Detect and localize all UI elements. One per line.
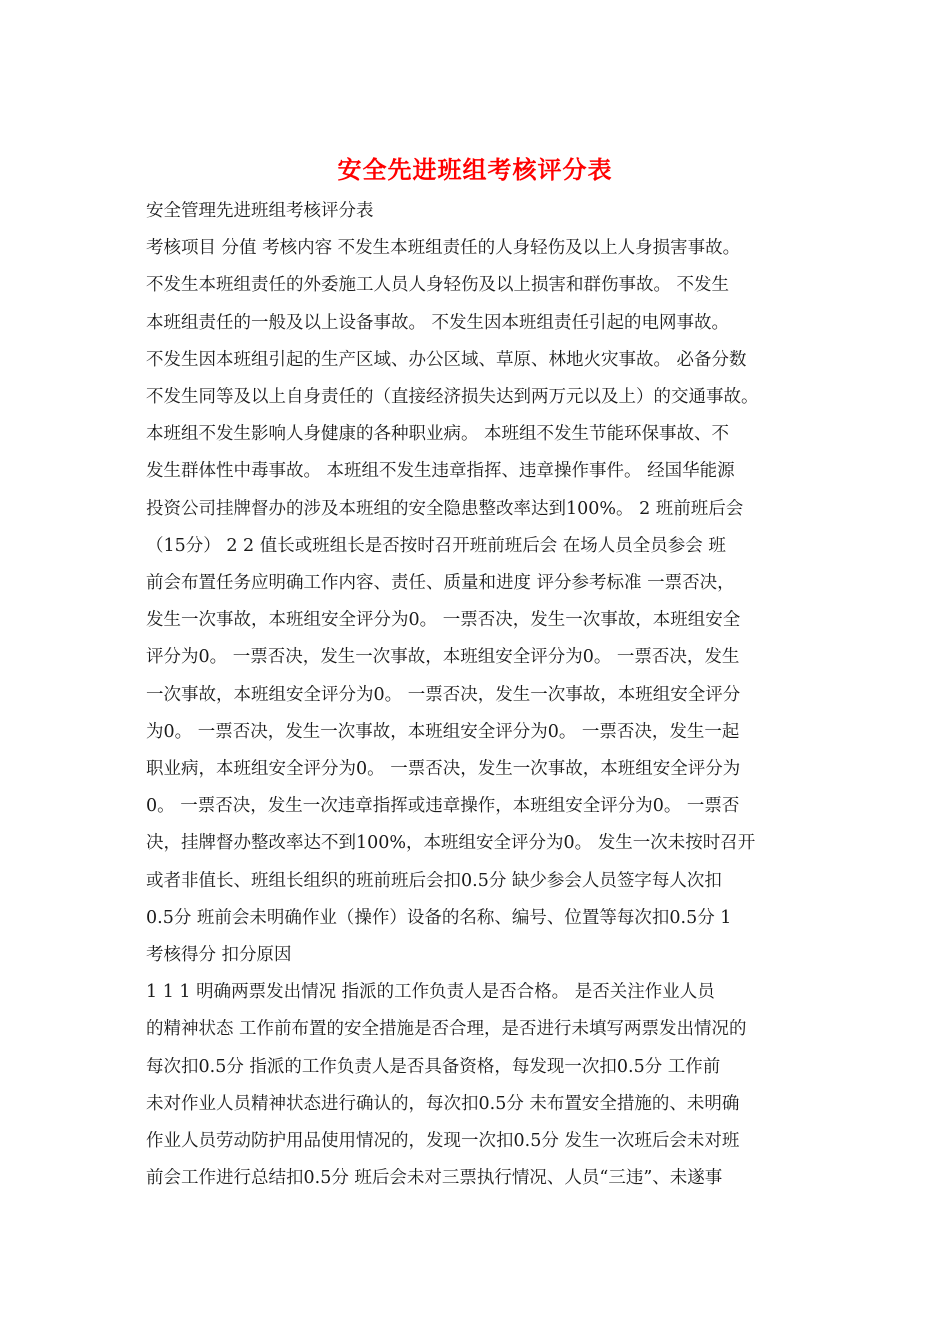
body-line: 职业病，本班组安全评分为0。 一票否决，发生一次事故，本班组安全评分为: [146, 759, 741, 779]
body-line: 或者非值长、班组长组织的班前班后会扣0.5分 缺少参会人员签字每人次扣: [146, 870, 722, 891]
body-line: （15分） 2 2 值长或班组长是否按时召开班前班后会 在场人员全员参会 班: [146, 535, 726, 556]
body-line: 1 1 1 明确两票发出情况 指派的工作负责人是否合格。 是否关注作业人员: [146, 982, 715, 1003]
body-line: 的精神状态 工作前布置的安全措施是否合理，是否进行未填写两票发出情况的: [146, 1019, 747, 1040]
body-line: 不发生因本班组引起的生产区域、办公区域、草原、林地火灾事故。 必备分数: [146, 349, 747, 370]
body-line: 投资公司挂牌督办的涉及本班组的安全隐患整改率达到100%。 2 班前班后会: [146, 498, 744, 519]
body-line: 决，挂牌督办整改率达不到100%，本班组安全评分为0。 发生一次未按时召开: [146, 833, 756, 854]
document-title: 安全先进班组考核评分表: [337, 156, 613, 184]
body-line: 每次扣0.5分 指派的工作负责人是否具备资格，每发现一次扣0.5分 工作前: [146, 1056, 721, 1077]
body-line: 评分为0。 一票否决，发生一次事故，本班组安全评分为0。 一票否决，发生: [146, 647, 740, 668]
body-line: 发生群体性中毒事故。 本班组不发生违章指挥、违章操作事件。 经国华能源: [146, 461, 735, 482]
body-line: 0.5分 班前会未明确作业（操作）设备的名称、编号、位置等每次扣0.5分 1: [146, 907, 732, 928]
body-line: 0。 一票否决，发生一次违章指挥或违章操作，本班组安全评分为0。 一票否: [146, 796, 740, 817]
body-line: 安全管理先进班组考核评分表: [146, 201, 374, 221]
body-line: 前会工作进行总结扣0.5分 班后会未对三票执行情况、人员“三违”、未遂事: [146, 1168, 723, 1189]
body-line: 作业人员劳动防护用品使用情况的，发现一次扣0.5分 发生一次班后会未对班: [146, 1131, 740, 1151]
body-line: 本班组不发生影响人身健康的各种职业病。 本班组不发生节能环保事故、不: [146, 424, 730, 445]
body-line: 考核项目 分值 考核内容 不发生本班组责任的人身轻伤及以上人身损害事故。: [146, 238, 741, 259]
body-line: 发生一次事故，本班组安全评分为0。 一票否决，发生一次事故，本班组安全: [146, 610, 741, 631]
body-line: 未对作业人员精神状态进行确认的，每次扣0.5分 未布置安全措施的、未明确: [146, 1093, 740, 1114]
body-line: 不发生本班组责任的外委施工人员人身轻伤及以上损害和群伤事故。 不发生: [146, 275, 730, 296]
body-line: 一次事故，本班组安全评分为0。 一票否决，发生一次事故，本班组安全评分: [146, 684, 741, 705]
body-line: 前会布置任务应明确工作内容、责任、质量和进度 评分参考标准 一票否决，: [146, 573, 735, 593]
body-line: 不发生同等及以上自身责任的（直接经济损失达到两万元以及上）的交通事故。: [146, 387, 759, 407]
body-line: 本班组责任的一般及以上设备事故。 不发生因本班组责任引起的电网事故。: [146, 312, 730, 333]
body-line: 考核得分 扣分原因: [146, 945, 292, 965]
body-line: 为0。 一票否决，发生一次事故，本班组安全评分为0。 一票否决，发生一起: [146, 721, 740, 742]
